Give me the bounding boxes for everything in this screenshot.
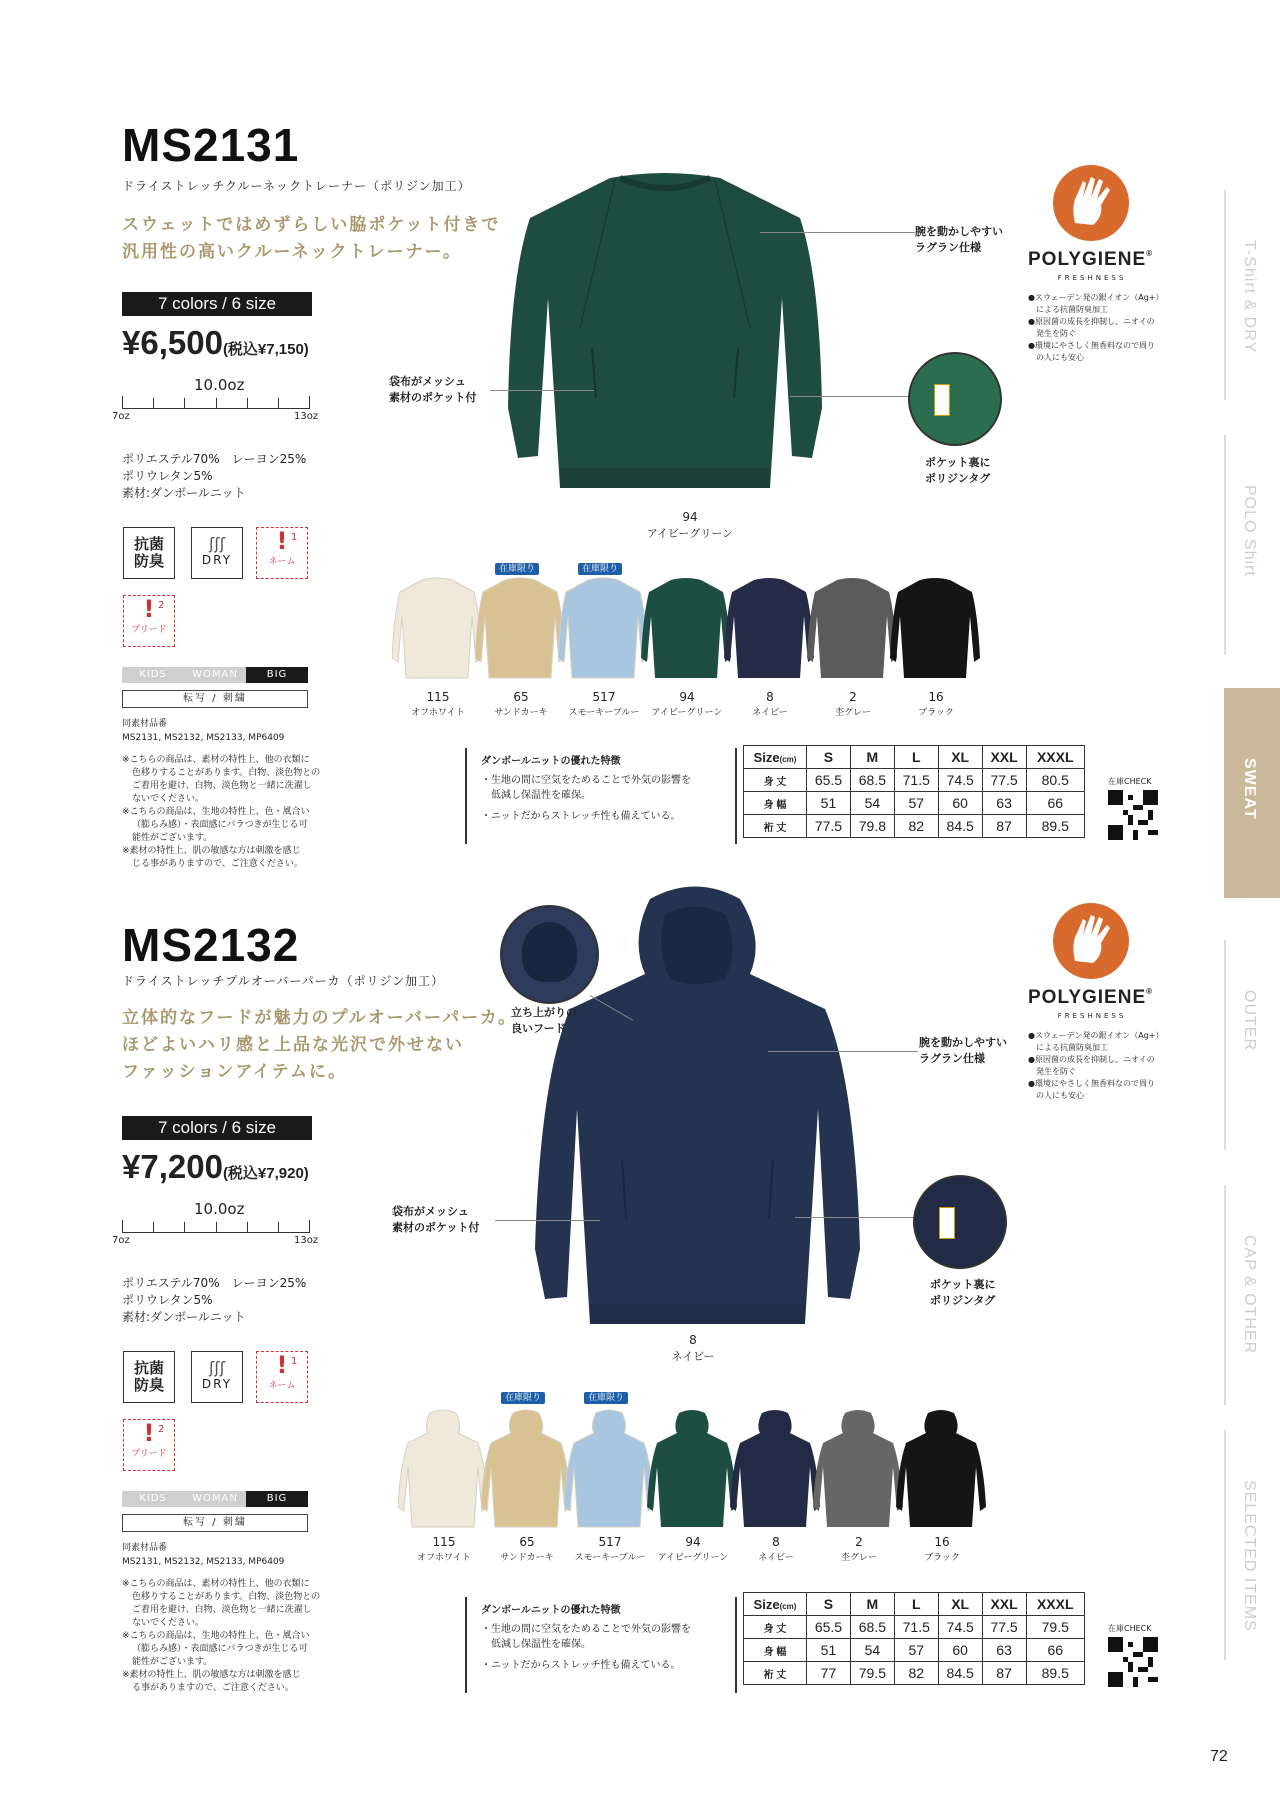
tag-note: ポケット裏に ポリジンタグ: [930, 1278, 996, 1307]
oz-max: 13oz: [294, 1235, 319, 1246]
side-tab-outer[interactable]: [1224, 940, 1280, 1150]
size-cell: 65.5: [807, 769, 851, 792]
catch-line: 立体的なフードが魅力のプルオーバーパーカ。: [122, 1008, 518, 1028]
oz-min: 7oz: [112, 411, 130, 422]
colors-size-badge: 7 colors / 6 size: [122, 292, 312, 316]
qr-code-icon[interactable]: [1108, 790, 1158, 840]
swatch-garment: [724, 576, 816, 681]
same-material: [122, 717, 284, 745]
swatch-garment: [564, 1407, 656, 1532]
swatch-name: ブラック: [918, 708, 954, 718]
catch-line: ファッションアイテムに。: [122, 1062, 347, 1082]
same-material-label: 同素材品番: [122, 1543, 168, 1553]
size-cell: 54: [850, 1639, 894, 1662]
same-material-label: 同素材品番: [122, 719, 168, 729]
swatch-name: スモーキーブルー: [574, 1553, 646, 1563]
swatch-num: 115: [426, 690, 450, 704]
size-cell: 68.5: [850, 1616, 894, 1639]
size-cell: 77.5: [807, 815, 851, 838]
oz-scale-bar: [122, 1218, 310, 1233]
name-print-icon: ! 1 ネーム: [256, 527, 308, 579]
oz-scale: [112, 1200, 319, 1250]
stock-limited-badge: 在庫限り: [578, 556, 622, 575]
segment-kids: KIDS: [122, 1491, 184, 1507]
size-cell: 71.5: [894, 769, 938, 792]
size-row-label: 身 丈: [744, 1616, 807, 1639]
price: [122, 324, 309, 362]
polygiene-points: ●スウェーデン発の銀イオン（Ag+） による抗菌防臭加工 ●原因菌の成長を抑制し、ニオイの 発生を防ぐ ●環境にやさしく無香料なので周り の人にも安心: [1028, 293, 1164, 362]
size-cell: 63: [982, 792, 1026, 815]
polygiene-hand-icon: [1053, 903, 1129, 979]
material-line: 素材:ダンボールニット: [122, 486, 246, 500]
size-header-cell: L: [894, 1593, 938, 1616]
swatch-num: 8: [766, 690, 774, 704]
qr-code-icon[interactable]: [1108, 1637, 1158, 1687]
raglan-note: 腕を動かしやすい ラグラン仕様: [915, 225, 1003, 254]
color-swatches: [392, 556, 1012, 721]
size-row-label: 身 丈: [744, 769, 807, 792]
size-cell: 66: [1026, 792, 1084, 815]
swatch-garment: [398, 1407, 490, 1532]
swatch-garment: [647, 1407, 739, 1532]
size-cell: 79.5: [1026, 1616, 1084, 1639]
size-header-cell: M: [850, 1593, 894, 1616]
features-title: ダンボールニットの優れた特徴: [481, 756, 621, 767]
dry-icon: ʃʃʃ DRY: [191, 527, 243, 579]
size-table: [743, 745, 1085, 838]
product-ms2131: [0, 0, 1220, 880]
size-header-cell: XL: [938, 746, 982, 769]
swatch-name: アイビーグリーン: [657, 1553, 729, 1563]
material-line: ポリウレタン5%: [122, 469, 213, 483]
product-subtitle: ドライストレッチプルオーバーパーカ（ポリジン加工）: [122, 974, 445, 988]
catch-line: スウェットではめずらしい脇ポケット付きで: [122, 215, 501, 235]
swatch-garment: [896, 1407, 988, 1532]
size-header-cell: S: [807, 746, 851, 769]
size-header-cell: XXXL: [1026, 746, 1084, 769]
same-material-codes: MS2131, MS2132, MS2133, MP6409: [122, 1557, 285, 1567]
swatch-garment: [558, 576, 650, 681]
notes: ※こちらの商品は、素材の特性上、他の衣類に 色移りすることがあります。白物、淡色物との ご着用を避け、白物、淡色物と一緒に洗濯し ないでください。 ※こちらの商品は、生地の特性上、色・風合い （膨らみ感）・表面感にバラつきが生じる可 能性がございます。 ※素材の特性上、肌の敏感な方は刺激を感じ じる事がありますので、ご注意ください。: [122, 755, 321, 869]
swatch-garment: [392, 576, 484, 681]
segment-big: BIG: [246, 1491, 308, 1507]
price-value: ¥7,200: [122, 1148, 223, 1185]
features-title: ダンボールニットの優れた特徴: [481, 1605, 621, 1616]
size-cell: 80.5: [1026, 769, 1084, 792]
tag-leader-line: [790, 396, 910, 397]
size-row: [744, 792, 1085, 815]
swatch-num: 517: [592, 690, 616, 704]
size-cell: 57: [894, 1639, 938, 1662]
size-cell: 87: [982, 815, 1026, 838]
swatch-num: 94: [685, 1535, 701, 1549]
swatch-name: 杢グレー: [840, 1553, 877, 1563]
freshness-text: FRESHNESS: [1057, 1012, 1127, 1020]
swatch-num: 517: [598, 1535, 622, 1549]
swatch-name: サンドカーキ: [500, 1553, 554, 1563]
raglan-leader-line: [760, 232, 915, 233]
swatch-name: アイビーグリーン: [651, 708, 723, 718]
size-cell: 51: [807, 792, 851, 815]
size-segment: [122, 1491, 308, 1507]
size-cell: 79.5: [850, 1662, 894, 1685]
size-cell: 77.5: [982, 1616, 1026, 1639]
same-material-codes: MS2131, MS2132, MS2133, MP6409: [122, 733, 285, 743]
polygiene-points: ●スウェーデン発の銀イオン（Ag+） による抗菌防臭加工 ●原因菌の成長を抑制し、ニオイの 発生を防ぐ ●環境にやさしく無香料なので周り の人にも安心: [1028, 1031, 1164, 1100]
polygiene-hand-icon: [1053, 165, 1129, 241]
stock-limited-badge: 在庫限り: [584, 1385, 628, 1404]
swatch-num: 65: [519, 1535, 535, 1549]
stock-limited-badge: 在庫限り: [495, 556, 539, 575]
size-header-cell: M: [850, 746, 894, 769]
pocket-leader-line: [490, 390, 594, 391]
side-tab-selected-items[interactable]: [1224, 1430, 1280, 1660]
product-code: MS2131: [122, 119, 300, 171]
size-row-label: 身 幅: [744, 792, 807, 815]
size-cell: 68.5: [850, 769, 894, 792]
print-icon: ! 2 プリード: [123, 1419, 175, 1471]
features-box: ダンボールニットの優れた特徴 ・生地の間に空気をためることで外気の影響を 低減し保温性を確保。 ・ニットだからストレッチ性も備えている。: [465, 1597, 737, 1693]
catch-line: ほどよいハリ感と上品な光沢で外せない: [122, 1035, 464, 1055]
catch-copy: [122, 212, 500, 266]
price-value: ¥6,500: [122, 324, 223, 361]
notes: ※こちらの商品は、素材の特性上、他の衣類に 色移りすることがあります。白物、淡色物との ご着用を避け、白物、淡色物と一緒に洗濯し ないでください。 ※こちらの商品は、生地の特性上、色・風合い （膨らみ感）・表面感にバラつきが生じる可 能性がございます。 ※素材の特性上、肌の敏感な方は刺激を感じ る事がありますので、ご注意ください。: [122, 1579, 321, 1693]
antibacterial-icon: 抗菌 防臭: [123, 527, 175, 579]
size-cell: 71.5: [894, 1616, 938, 1639]
pocket-leader-line: [495, 1220, 600, 1221]
side-tab-label: SWEAT: [1241, 758, 1258, 820]
main-color-name: ネイビー: [671, 1350, 715, 1363]
size-row: [744, 1662, 1085, 1685]
tag-note: ポケット裏に ポリジンタグ: [925, 456, 991, 485]
side-tab-polo-shirt[interactable]: [1224, 435, 1280, 655]
size-cell: 77.5: [982, 769, 1026, 792]
size-row: [744, 769, 1085, 792]
side-tab-label: OUTER: [1241, 990, 1258, 1051]
features-box: ダンボールニットの優れた特徴 ・生地の間に空気をためることで外気の影響を 低減し保温性を確保。 ・ニットだからストレッチ性も備えている。: [465, 748, 737, 844]
polygiene-logo: POLYGIENE®: [1028, 987, 1154, 1008]
swatch-garment: [730, 1407, 822, 1532]
oz-scale-bar: [122, 394, 310, 409]
segment-big: BIG: [246, 667, 308, 683]
page-number: 72: [1210, 1748, 1228, 1765]
catch-copy: [122, 1005, 517, 1086]
material: [122, 1275, 306, 1326]
segment-woman: WOMAN: [184, 667, 246, 683]
swatch-num: 65: [513, 690, 529, 704]
main-color-num: 8: [689, 1333, 697, 1347]
polygiene-logo: POLYGIENE®: [1028, 249, 1154, 270]
size-header-cell: XXL: [982, 746, 1026, 769]
material-line: 素材:ダンボールニット: [122, 1310, 246, 1324]
pocket-note: 袋布がメッシュ 素材のポケット付: [389, 375, 477, 404]
size-cell: 66: [1026, 1639, 1084, 1662]
stock-limited-badge: 在庫限り: [501, 1385, 545, 1404]
dry-icon: ʃʃʃ DRY: [191, 1351, 243, 1403]
segment-kids: KIDS: [122, 667, 184, 683]
size-row: [744, 1639, 1085, 1662]
main-color-name: アイビーグリーン: [646, 527, 734, 540]
swatch-num: 94: [679, 690, 695, 704]
size-cell: 82: [894, 1662, 938, 1685]
swatch-garment: [813, 1407, 905, 1532]
material-line: ポリエステル70% レーヨン25%: [122, 1276, 307, 1290]
antibacterial-icon: 抗菌 防臭: [123, 1351, 175, 1403]
swatch-name: ブラック: [924, 1553, 960, 1563]
swatch-name: ネイビー: [752, 708, 788, 718]
material-line: ポリエステル70% レーヨン25%: [122, 452, 307, 466]
print-type: 転写 / 刺繍: [122, 1514, 308, 1532]
size-cell: 74.5: [938, 769, 982, 792]
size-cell: 77: [807, 1662, 851, 1685]
size-cell: 51: [807, 1639, 851, 1662]
hood-zoom-circle: [500, 905, 599, 1004]
raglan-leader-line: [768, 1051, 918, 1052]
main-garment-crewneck: [500, 168, 830, 508]
swatch-garment: [481, 1407, 573, 1532]
side-tab-label: T-Shirt & DRY: [1241, 240, 1258, 354]
size-header-cell: S: [807, 1593, 851, 1616]
size-cell: 60: [938, 792, 982, 815]
oz-max: 13oz: [294, 411, 319, 422]
side-tab-sweat[interactable]: [1224, 688, 1280, 898]
price-tax: (税込¥7,920): [222, 1165, 309, 1182]
size-header-row: [744, 746, 1085, 769]
size-header-cell: XXXL: [1026, 1593, 1084, 1616]
segment-woman: WOMAN: [184, 1491, 246, 1507]
swatch-num: 2: [849, 690, 857, 704]
oz-min: 7oz: [112, 1235, 130, 1246]
qr-label: 在庫CHECK: [1108, 1624, 1152, 1633]
size-header-row: [744, 1593, 1085, 1616]
swatch-name: サンドカーキ: [494, 708, 548, 718]
size-header-cell: XL: [938, 1593, 982, 1616]
swatch-name: オフホワイト: [411, 708, 465, 718]
tag-leader-line: [795, 1217, 915, 1218]
swatch-num: 8: [772, 1535, 780, 1549]
size-table: [743, 1592, 1085, 1685]
main-color-num: 94: [682, 510, 698, 524]
size-cell: 87: [982, 1662, 1026, 1685]
size-header-cell: Size(cm): [744, 1593, 807, 1616]
material: [122, 451, 306, 502]
size-cell: 79.8: [850, 815, 894, 838]
size-cell: 89.5: [1026, 1662, 1084, 1685]
size-cell: 89.5: [1026, 815, 1084, 838]
size-header-cell: Size(cm): [744, 746, 807, 769]
swatch-garment: [641, 576, 733, 681]
size-cell: 57: [894, 792, 938, 815]
oz-scale: [112, 376, 319, 426]
price-tax: (税込¥7,150): [222, 341, 309, 358]
material-line: ポリウレタン5%: [122, 1293, 213, 1307]
swatch-name: スモーキーブルー: [568, 708, 640, 718]
oz-label: 10.0oz: [194, 376, 245, 394]
size-row-label: 裄 丈: [744, 815, 807, 838]
swatch-num: 115: [432, 1535, 456, 1549]
print-type: 転写 / 刺繍: [122, 690, 308, 708]
raglan-note: 腕を動かしやすい ラグラン仕様: [919, 1036, 1007, 1065]
same-material: [122, 1541, 284, 1569]
size-cell: 82: [894, 815, 938, 838]
side-tab-label: SELECTED ITEMS: [1241, 1480, 1258, 1632]
side-tab-label: POLO Shirt: [1241, 485, 1258, 577]
swatch-garment: [807, 576, 899, 681]
side-tab-t-shirt-dry[interactable]: [1224, 190, 1280, 400]
side-tab-label: CAP & OTHER: [1241, 1235, 1258, 1355]
hood-note: 立ち上がりの 良いフード: [511, 1006, 577, 1035]
print-icon: ! 2 プリード: [123, 595, 175, 647]
pocket-note: 袋布がメッシュ 素材のポケット付: [392, 1205, 480, 1234]
tag-zoom-circle: [913, 1175, 1007, 1269]
price: [122, 1148, 309, 1186]
catch-line: 汎用性の高いクルーネックトレーナー。: [122, 242, 462, 262]
side-tab-cap-other[interactable]: [1224, 1185, 1280, 1405]
size-header-cell: XXL: [982, 1593, 1026, 1616]
size-row: [744, 1616, 1085, 1639]
swatch-garment: [890, 576, 982, 681]
swatch-num: 16: [934, 1535, 950, 1549]
size-cell: 65.5: [807, 1616, 851, 1639]
size-segment: [122, 667, 308, 683]
qr-label: 在庫CHECK: [1108, 777, 1152, 786]
size-cell: 84.5: [938, 1662, 982, 1685]
size-cell: 60: [938, 1639, 982, 1662]
product-ms2132: [0, 885, 1220, 1765]
size-row-label: 裄 丈: [744, 1662, 807, 1685]
oz-label: 10.0oz: [194, 1200, 245, 1218]
swatch-name: ネイビー: [758, 1553, 794, 1563]
size-header-cell: L: [894, 746, 938, 769]
swatch-num: 2: [855, 1535, 863, 1549]
product-code: MS2132: [122, 919, 300, 971]
name-print-icon: ! 1 ネーム: [256, 1351, 308, 1403]
product-subtitle: ドライストレッチクルーネックトレーナー（ポリジン加工）: [122, 179, 471, 193]
size-cell: 63: [982, 1639, 1026, 1662]
swatch-name: 杢グレー: [834, 708, 871, 718]
size-row: [744, 815, 1085, 838]
swatch-garment: [475, 576, 567, 681]
size-cell: 74.5: [938, 1616, 982, 1639]
swatch-num: 16: [928, 690, 944, 704]
tag-zoom-circle: [908, 352, 1002, 446]
colors-size-badge: 7 colors / 6 size: [122, 1116, 312, 1140]
freshness-text: FRESHNESS: [1057, 274, 1127, 282]
swatch-name: オフホワイト: [417, 1553, 471, 1563]
size-row-label: 身 幅: [744, 1639, 807, 1662]
size-cell: 84.5: [938, 815, 982, 838]
color-swatches: [398, 1385, 1018, 1575]
size-cell: 54: [850, 792, 894, 815]
